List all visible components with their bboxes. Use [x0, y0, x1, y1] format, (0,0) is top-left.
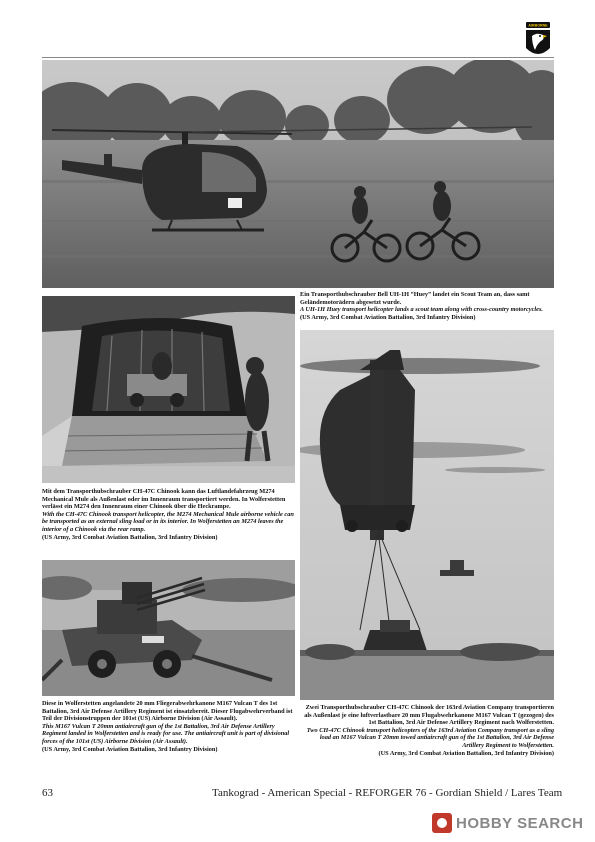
chinook-caption-german: Zwei Transporthubschrauber CH-47C Chinook der 163rd Aviation Company transportieren als Außenlast je eine luftverlastbare 20 mm Flugabwehrkanone M167 Vulcan T (gezogen) des 1st Battalion, 3rd Air Defense Artillery Regiment nach Wolferstetten. [304, 704, 554, 727]
running-footer-title: Tankograd - American Special - REFORGER 76 - Gordian Shield / Lares Team [212, 787, 563, 799]
vulcan-caption-credit: (US Army, 3rd Combat Aviation Battalion, 3rd Infantry Division) [42, 745, 218, 753]
chinook-rear-ramp-mule-photo [42, 296, 295, 483]
chinook-caption [300, 704, 554, 757]
mule-caption-credit: (US Army, 3rd Combat Aviation Battalion, 3rd Infantry Division) [42, 533, 218, 541]
huey-caption-german: Ein Transporthubschrauber Bell UH-1H “Huey” landet ein Scout Team an, dass samt Geländemotorädern abgesetzt wurde. [300, 291, 530, 306]
watermark-text: HOBBY SEARCH [456, 814, 584, 832]
hobby-search-logo-icon [432, 813, 452, 833]
huey-helicopter-motorcycles-photo [42, 60, 554, 288]
huey-caption-english: A UH-1H Huey transport helicopter lands a scout team along with cross-country motorcycles. [300, 306, 543, 314]
mule-caption [42, 488, 295, 541]
m167-vulcan-gun-photo [42, 560, 295, 696]
chinook-sling-load-vulcan-photo [300, 330, 554, 700]
mule-caption-english: With the CH-47C Chinook transport helicopter, the M274 Mechanical Mule airborne vehicle can be transported as an external sling load or in its interior. In Wolferstetten an M274 leaves the interior of a Chinook via the rear ramp. [42, 510, 294, 533]
huey-caption [300, 291, 554, 321]
header-rule [42, 57, 554, 58]
insignia-tab-text: AIRBORNE [528, 23, 548, 28]
screaming-eagle-insignia-icon [523, 22, 553, 60]
vulcan-caption-german: Diese in Wolferstetten angelandete 20 mm Fliegerabwehrkanone M167 Vulcan T des 1st Battalion, 3rd Air Defense Artillery Regiment ist einsatzbereit. Dieser Flugabwehrverband ist Teil der Divisionstruppen der 101st (US) Airborne Division (Air Assault). [42, 700, 293, 723]
chinook-caption-credit: (US Army, 3rd Combat Aviation Battalion, 3rd Infantry Division) [378, 749, 554, 757]
hobby-search-watermark [432, 812, 583, 834]
chinook-caption-english: Two CH-47C Chinook transport helicopters of the 163rd Aviation Company transport as a sling load an M167 Vulcan T 20mm towed antiaircraft gun of the 1st Battalion, 3rd Air Defense Artillery Regiment to Wolferstetten. [306, 726, 554, 749]
page-number: 63 [42, 787, 53, 799]
mule-caption-german: Mit dem Transporthubschrauber CH-47C Chinook kann das Luftlandefahrzeug M274 Mechanical Mule als Außenlast oder im Innenraum transportiert werden. In Wolferstetten verlässt ein M274 den Innenraum einer Chinook über die Heckrampe. [42, 488, 286, 511]
vulcan-caption [42, 700, 295, 753]
vulcan-caption-english: This M167 Vulcan T 20mm antiaircraft gun of the 1st Battalion, 3rd Air Defense Artillery Regiment landed in Wolferstetten and is ready for use. The antiaircraft unit is part of divisional forces of the 101st (US) Airborne Division (Air Assault). [42, 722, 290, 745]
huey-caption-credit: (US Army, 3rd Combat Aviation Battalion, 3rd Infantry Division) [300, 313, 476, 321]
